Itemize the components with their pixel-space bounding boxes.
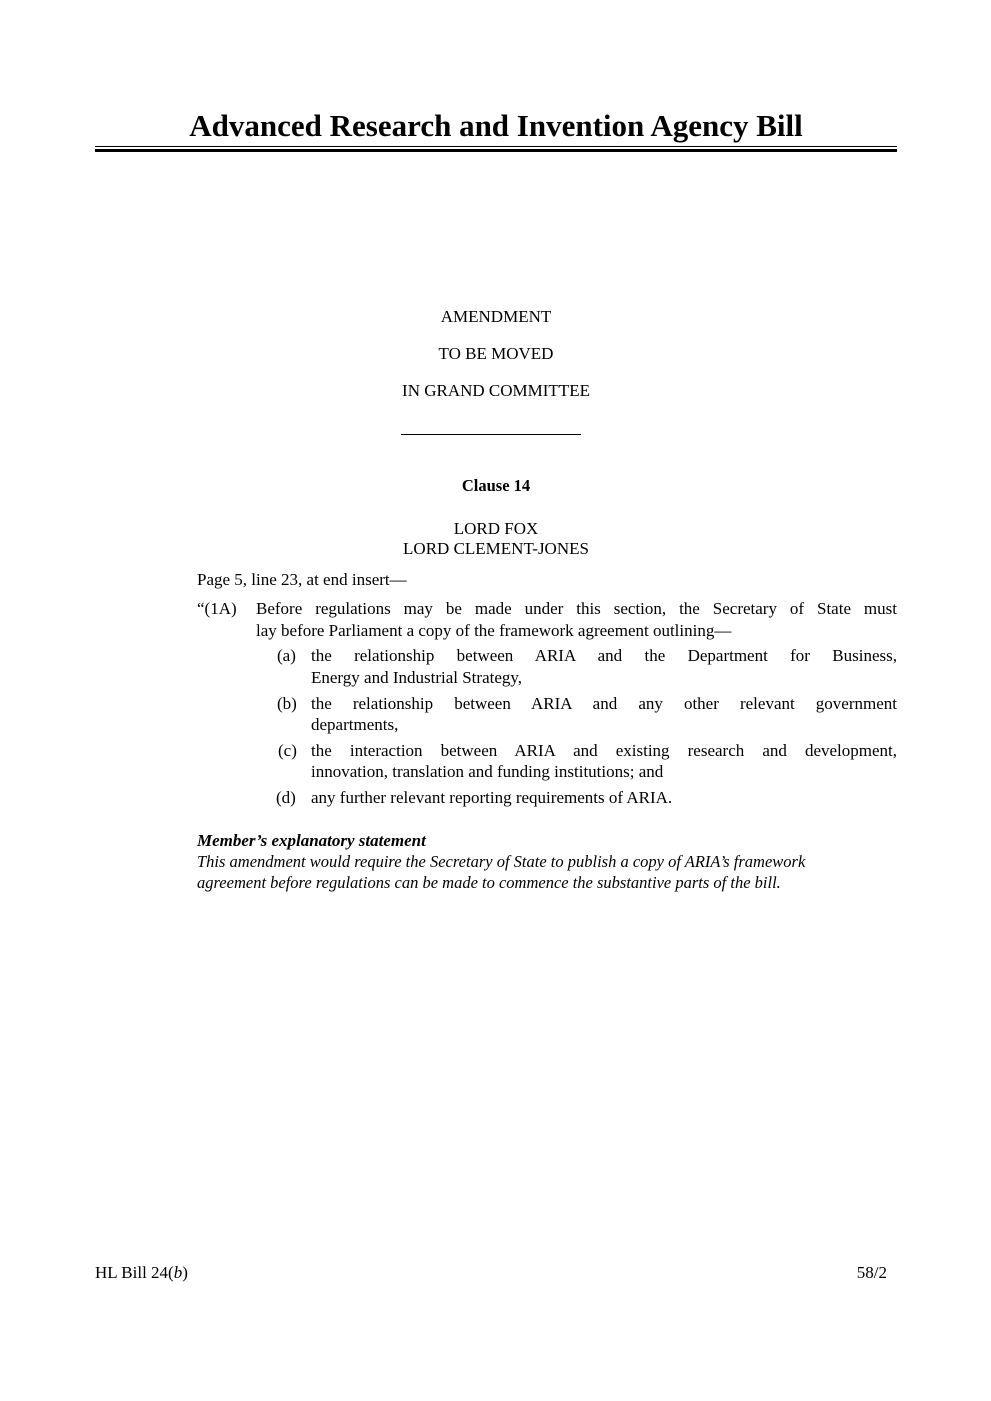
title-rule-thick [95, 149, 897, 152]
item-text-line: Energy and Industrial Strategy, [311, 668, 523, 687]
to-be-moved-heading: TO BE MOVED [438, 344, 554, 363]
subsection-text-line: lay before Parliament a copy of the framework agreement outlining— [256, 621, 732, 640]
clause-heading: Clause 14 [461, 476, 531, 495]
item-text-line: departments, [311, 715, 399, 734]
page-reference: 58/2 [856, 1263, 887, 1282]
document-title: Advanced Research and Invention Agency Bill [189, 108, 803, 143]
amendment-location: Page 5, line 23, at end insert— [197, 570, 407, 589]
bill-number-letter: b [173, 1263, 183, 1282]
member-name: LORD FOX [453, 519, 539, 538]
item-label: (b) [277, 694, 297, 713]
explanatory-heading: Member’s explanatory statement [197, 831, 426, 850]
item-label: (d) [276, 788, 296, 807]
bill-number-suffix: ) [182, 1263, 188, 1282]
committee-heading: IN GRAND COMMITTEE [402, 381, 590, 400]
bill-number [95, 1263, 188, 1283]
item-label: (c) [278, 741, 297, 760]
member-name: LORD CLEMENT-JONES [403, 539, 589, 558]
section-divider [401, 434, 581, 435]
subsection-text-line: Before regulations may be made under this section, the Secretary of State must [256, 599, 897, 618]
title-rule-thin [95, 146, 897, 147]
explanatory-text-line: agreement before regulations can be made to commence the substantive parts of the bill. [197, 873, 781, 892]
item-text-line: innovation, translation and funding institutions; and [311, 762, 664, 781]
amendment-heading: AMENDMENT [440, 307, 552, 326]
item-text-line: any further relevant reporting requirements of ARIA. [311, 788, 673, 807]
bill-number-prefix: HL Bill 24( [95, 1263, 174, 1282]
item-text-line: the relationship between ARIA and any other relevant government [311, 694, 897, 713]
subsection-number: “(1A) [197, 599, 237, 618]
item-text-line: the interaction between ARIA and existing research and development, [311, 741, 897, 760]
item-label: (a) [277, 646, 296, 665]
explanatory-text-line: This amendment would require the Secretary of State to publish a copy of ARIA’s framework [197, 852, 806, 871]
item-text-line: the relationship between ARIA and the Department for Business, [311, 646, 897, 665]
